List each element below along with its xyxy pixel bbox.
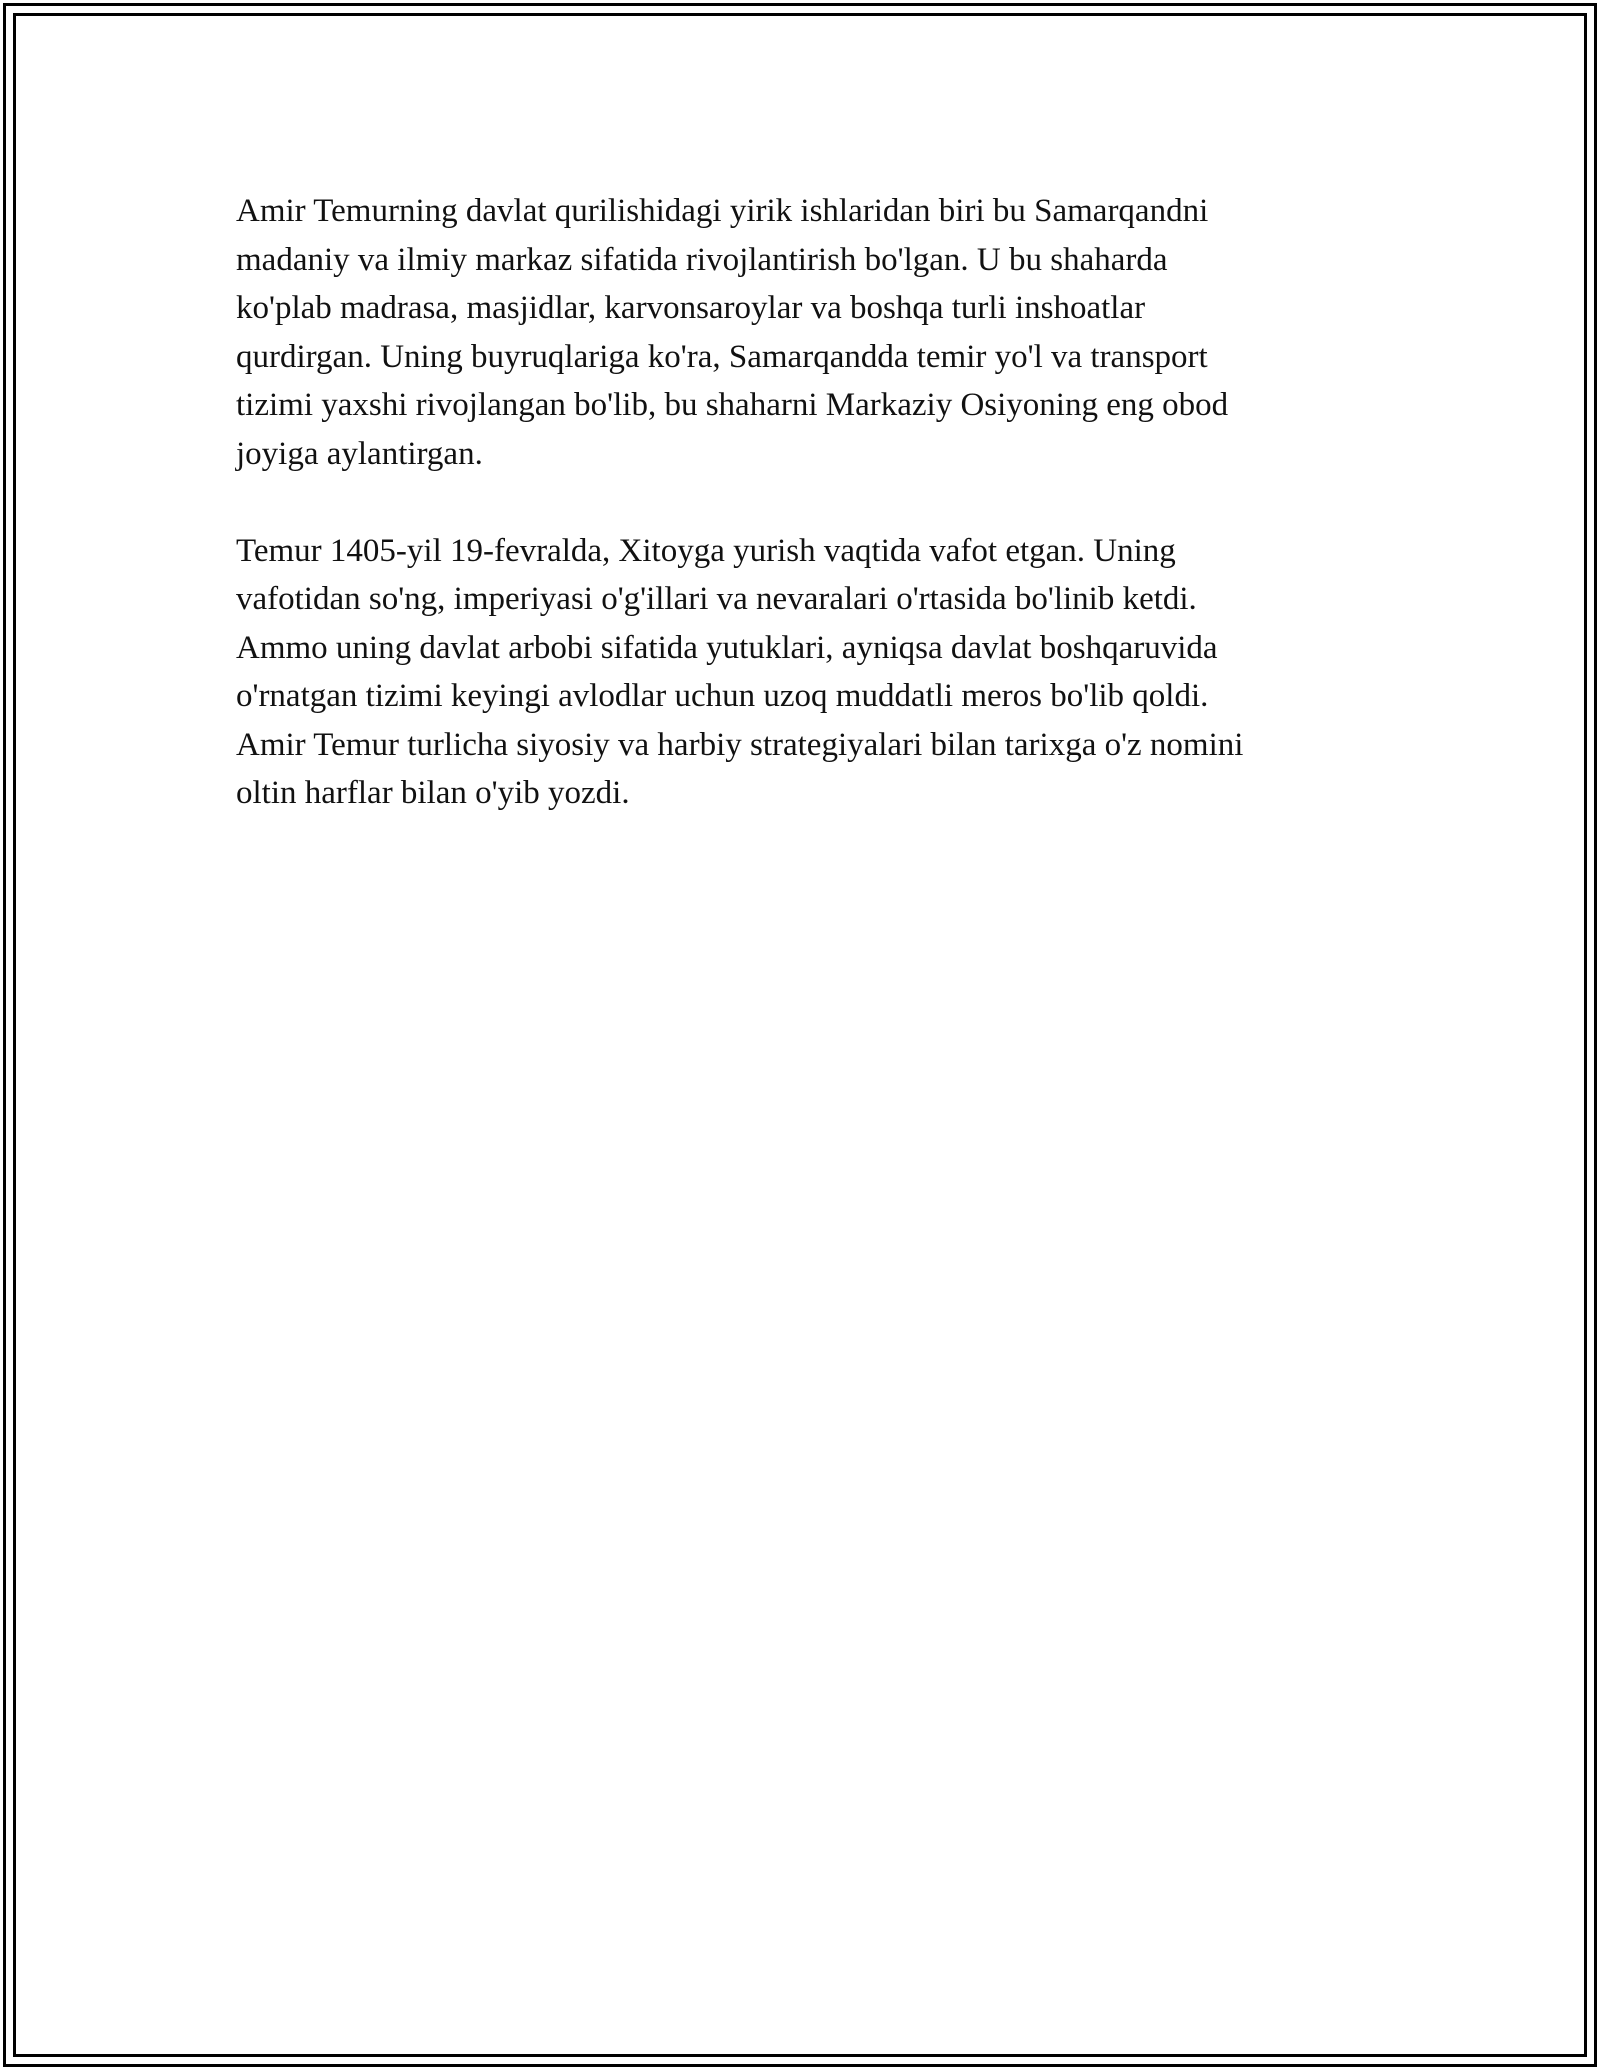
paragraph-1: Amir Temurning davlat qurilishidagi yirik ishlaridan biri bu Samarqandni madaniy va ilmiy markaz sifatida rivojlantirish bo'lgan. U bu shaharda ko'plab madrasa, masjidlar, karvonsaroylar va boshqa turli inshoatlar qurdirgan. Uning buyruqlariga ko'ra, Samarqandda temir yo'l va transport tizimi yaxshi rivojlangan bo'lib, bu shaharni Markaziy Osiyoning eng obod joyiga aylantirgan.	[236, 193, 1229, 472]
paragraph-2: Temur 1405-yil 19-fevralda, Xitoyga yurish vaqtida vafot etgan. Uning vafotidan so'ng, imperiyasi o'g'illari va nevaralari o'rtasida bo'linib ketdi. Ammo uning davlat arbobi sifatida yutuklari, ayniqsa davlat boshqaruvida o'rnatgan tizimi keyingi avlodlar uchun uzoq muddatli meros bo'lib qoldi. Amir Temur turlicha siyosiy va harbiy strategiyalari bilan tarixga o'z nomini oltin harflar bilan o'yib yozdi.	[236, 532, 1244, 811]
document-body	[236, 187, 1376, 866]
